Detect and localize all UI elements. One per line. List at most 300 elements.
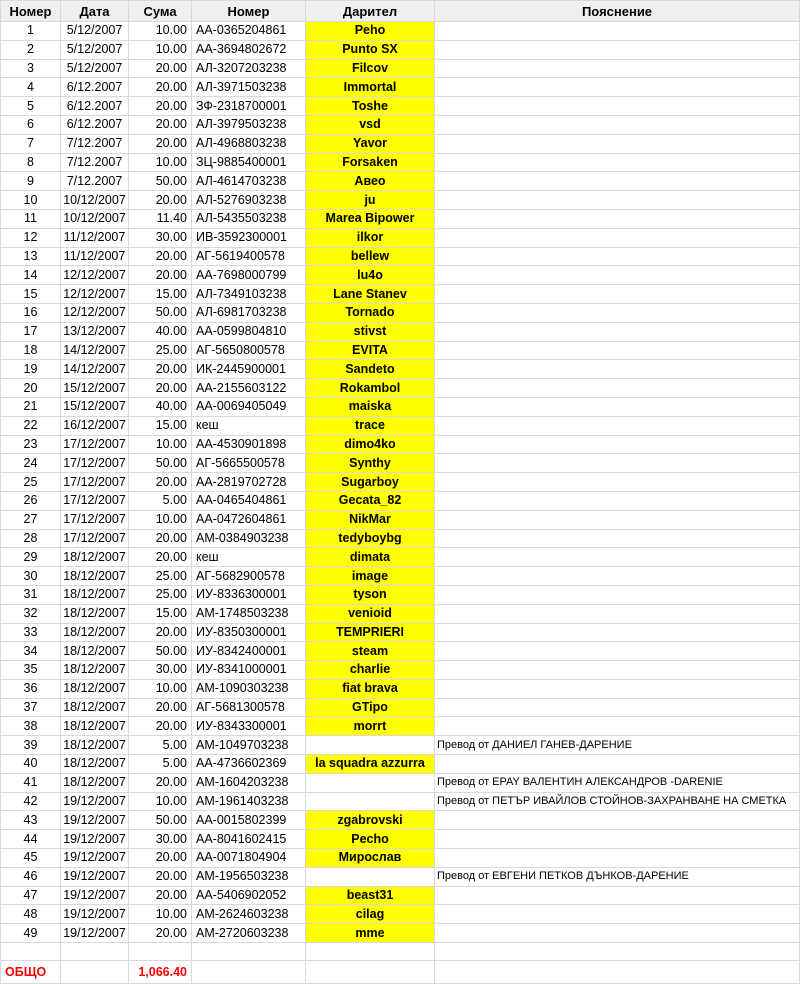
table-row [1, 755, 800, 774]
row-note [435, 78, 800, 97]
table-row [1, 830, 800, 849]
row-sum: 10.00 [129, 792, 192, 811]
row-sum: 20.00 [129, 115, 192, 134]
row-date: 19/12/2007 [61, 905, 129, 924]
row-number: 28 [1, 529, 61, 548]
row-donor: vsd [306, 115, 435, 134]
row-date: 19/12/2007 [61, 830, 129, 849]
row-date: 5/12/2007 [61, 22, 129, 41]
table-row [1, 59, 800, 78]
row-note [435, 849, 800, 868]
row-sum: 20.00 [129, 134, 192, 153]
row-sum: 20.00 [129, 379, 192, 398]
row-sum: 50.00 [129, 454, 192, 473]
total-label: ОБЩО [1, 961, 61, 984]
table-row [1, 360, 800, 379]
row-sum: 20.00 [129, 623, 192, 642]
row-note [435, 266, 800, 285]
table-row [1, 623, 800, 642]
row-note [435, 22, 800, 41]
table-row [1, 736, 800, 755]
table-row [1, 40, 800, 59]
row-sum: 10.00 [129, 510, 192, 529]
table-row [1, 303, 800, 322]
table-row [1, 209, 800, 228]
row-date: 17/12/2007 [61, 510, 129, 529]
row-donor: Pecho [306, 830, 435, 849]
row-number: 19 [1, 360, 61, 379]
table-row [1, 341, 800, 360]
row-donor: venioid [306, 604, 435, 623]
table-row [1, 924, 800, 943]
row-donor: zgabrovski [306, 811, 435, 830]
row-donor: Мирослав [306, 849, 435, 868]
row-donor: Immortal [306, 78, 435, 97]
row-sum: 20.00 [129, 473, 192, 492]
row-sum: 20.00 [129, 698, 192, 717]
row-note [435, 755, 800, 774]
row-date: 18/12/2007 [61, 585, 129, 604]
row-sum: 25.00 [129, 567, 192, 586]
row-number: 22 [1, 416, 61, 435]
row-note [435, 510, 800, 529]
row-number: 40 [1, 755, 61, 774]
row-reference: АА-4736602369 [192, 755, 306, 774]
row-reference: ИУ-8343300001 [192, 717, 306, 736]
row-reference: АМ-1956503238 [192, 867, 306, 886]
row-number: 42 [1, 792, 61, 811]
row-donor: GTipo [306, 698, 435, 717]
row-date: 17/12/2007 [61, 491, 129, 510]
row-note [435, 97, 800, 116]
row-note: Превод от ДАНИЕЛ ГАНЕВ-ДАРЕНИЕ [435, 736, 800, 755]
row-note [435, 397, 800, 416]
row-reference: АМ-1604203238 [192, 773, 306, 792]
row-number: 39 [1, 736, 61, 755]
row-date: 7/12.2007 [61, 172, 129, 191]
row-reference: ЗЦ-9885400001 [192, 153, 306, 172]
row-sum: 20.00 [129, 97, 192, 116]
row-note [435, 529, 800, 548]
row-number: 35 [1, 661, 61, 680]
row-number: 9 [1, 172, 61, 191]
table-row [1, 78, 800, 97]
row-reference: АМ-1961403238 [192, 792, 306, 811]
row-sum: 20.00 [129, 548, 192, 567]
header-donor: Дарител [306, 1, 435, 22]
row-note [435, 661, 800, 680]
row-note [435, 247, 800, 266]
total-row [1, 961, 800, 984]
row-sum: 5.00 [129, 755, 192, 774]
row-note [435, 830, 800, 849]
row-note: Превод от ЕВГЕНИ ПЕТКОВ ДЪНКОВ-ДАРЕНИЕ [435, 867, 800, 886]
row-number: 1 [1, 22, 61, 41]
table-row [1, 397, 800, 416]
row-date: 15/12/2007 [61, 397, 129, 416]
row-note [435, 209, 800, 228]
row-reference: ИУ-8342400001 [192, 642, 306, 661]
row-number: 3 [1, 59, 61, 78]
row-note [435, 642, 800, 661]
row-number: 2 [1, 40, 61, 59]
table-row [1, 510, 800, 529]
row-donor: TEMPRIERI [306, 623, 435, 642]
row-reference: АА-0071804904 [192, 849, 306, 868]
row-reference: АМ-0384903238 [192, 529, 306, 548]
row-reference: АА-0069405049 [192, 397, 306, 416]
row-note [435, 717, 800, 736]
row-date: 18/12/2007 [61, 736, 129, 755]
table-row [1, 491, 800, 510]
row-number: 43 [1, 811, 61, 830]
row-donor: la squadra azzurra [306, 755, 435, 774]
row-number: 34 [1, 642, 61, 661]
table-row [1, 247, 800, 266]
row-date: 15/12/2007 [61, 379, 129, 398]
row-donor: Gecata_82 [306, 491, 435, 510]
row-date: 19/12/2007 [61, 867, 129, 886]
total-value: 1,066.40 [129, 961, 192, 984]
row-date: 6/12.2007 [61, 78, 129, 97]
row-sum: 20.00 [129, 867, 192, 886]
row-reference: АА-2819702728 [192, 473, 306, 492]
row-reference: АЛ-5435503238 [192, 209, 306, 228]
row-sum: 10.00 [129, 905, 192, 924]
row-note [435, 491, 800, 510]
row-date: 18/12/2007 [61, 773, 129, 792]
row-note [435, 360, 800, 379]
row-donor: tyson [306, 585, 435, 604]
row-number: 23 [1, 435, 61, 454]
row-donor: Sugarboy [306, 473, 435, 492]
row-donor: beast31 [306, 886, 435, 905]
row-sum: 20.00 [129, 191, 192, 210]
row-reference: АА-5406902052 [192, 886, 306, 905]
row-reference: АГ-5665500578 [192, 454, 306, 473]
row-sum: 5.00 [129, 491, 192, 510]
row-date: 18/12/2007 [61, 642, 129, 661]
table-row [1, 679, 800, 698]
table-row [1, 698, 800, 717]
row-date: 19/12/2007 [61, 792, 129, 811]
row-note [435, 454, 800, 473]
row-date: 17/12/2007 [61, 454, 129, 473]
row-sum: 50.00 [129, 172, 192, 191]
row-note [435, 40, 800, 59]
row-date: 17/12/2007 [61, 435, 129, 454]
row-donor: maiska [306, 397, 435, 416]
row-note [435, 172, 800, 191]
row-sum: 11.40 [129, 209, 192, 228]
row-date: 14/12/2007 [61, 360, 129, 379]
row-donor: charlie [306, 661, 435, 680]
row-donor: Rokambol [306, 379, 435, 398]
row-date: 18/12/2007 [61, 755, 129, 774]
row-date: 18/12/2007 [61, 548, 129, 567]
row-sum: 25.00 [129, 341, 192, 360]
row-reference: АА-4530901898 [192, 435, 306, 454]
row-sum: 30.00 [129, 830, 192, 849]
row-donor [306, 792, 435, 811]
row-date: 18/12/2007 [61, 679, 129, 698]
row-date: 12/12/2007 [61, 266, 129, 285]
row-date: 5/12/2007 [61, 40, 129, 59]
spacer-row [1, 943, 800, 961]
row-donor: ilkor [306, 228, 435, 247]
row-sum: 20.00 [129, 78, 192, 97]
row-note [435, 905, 800, 924]
row-sum: 50.00 [129, 642, 192, 661]
row-note [435, 59, 800, 78]
row-note [435, 548, 800, 567]
row-donor: Peho [306, 22, 435, 41]
row-date: 12/12/2007 [61, 285, 129, 304]
row-donor: tedyboybg [306, 529, 435, 548]
row-date: 11/12/2007 [61, 247, 129, 266]
row-sum: 20.00 [129, 924, 192, 943]
row-sum: 40.00 [129, 322, 192, 341]
row-donor: image [306, 567, 435, 586]
row-donor: Filcov [306, 59, 435, 78]
header-date: Дата [61, 1, 129, 22]
row-reference: АЛ-3971503238 [192, 78, 306, 97]
table-row [1, 529, 800, 548]
row-date: 19/12/2007 [61, 849, 129, 868]
row-donor [306, 773, 435, 792]
row-number: 37 [1, 698, 61, 717]
row-reference: АЛ-4968803238 [192, 134, 306, 153]
row-number: 8 [1, 153, 61, 172]
row-donor: Toshe [306, 97, 435, 116]
row-number: 27 [1, 510, 61, 529]
row-number: 38 [1, 717, 61, 736]
header-reference: Номер [192, 1, 306, 22]
header-note: Пояснение [435, 1, 800, 22]
row-note: Превод от ПЕТЪР ИВАЙЛОВ СТОЙНОВ-ЗАХРАНВАНЕ НА СМЕТКА [435, 792, 800, 811]
row-date: 5/12/2007 [61, 59, 129, 78]
row-donor: steam [306, 642, 435, 661]
row-reference: АА-2155603122 [192, 379, 306, 398]
row-note [435, 285, 800, 304]
row-reference: АГ-5619400578 [192, 247, 306, 266]
row-date: 10/12/2007 [61, 209, 129, 228]
row-donor [306, 736, 435, 755]
row-number: 15 [1, 285, 61, 304]
row-reference: АА-0015802399 [192, 811, 306, 830]
row-reference: ИУ-8336300001 [192, 585, 306, 604]
row-number: 17 [1, 322, 61, 341]
table-row [1, 22, 800, 41]
row-donor: Yavor [306, 134, 435, 153]
row-donor: ju [306, 191, 435, 210]
row-donor: Sandeto [306, 360, 435, 379]
table-row [1, 322, 800, 341]
row-date: 19/12/2007 [61, 924, 129, 943]
row-reference: АМ-1748503238 [192, 604, 306, 623]
row-date: 7/12.2007 [61, 134, 129, 153]
row-number: 25 [1, 473, 61, 492]
row-sum: 40.00 [129, 397, 192, 416]
table-row [1, 228, 800, 247]
row-number: 16 [1, 303, 61, 322]
row-donor: Synthy [306, 454, 435, 473]
row-reference: АЛ-7349103238 [192, 285, 306, 304]
row-reference: кеш [192, 416, 306, 435]
row-date: 14/12/2007 [61, 341, 129, 360]
row-reference: АА-8041602415 [192, 830, 306, 849]
row-donor: Tornado [306, 303, 435, 322]
row-reference: ИВ-3592300001 [192, 228, 306, 247]
row-sum: 15.00 [129, 604, 192, 623]
table-row [1, 717, 800, 736]
row-reference: кеш [192, 548, 306, 567]
row-number: 45 [1, 849, 61, 868]
row-note [435, 567, 800, 586]
row-reference: АЛ-6981703238 [192, 303, 306, 322]
row-reference: АА-7698000799 [192, 266, 306, 285]
row-donor: dimo4ko [306, 435, 435, 454]
row-number: 11 [1, 209, 61, 228]
row-donor: lu4o [306, 266, 435, 285]
row-reference: АА-0472604861 [192, 510, 306, 529]
row-note [435, 585, 800, 604]
row-note [435, 303, 800, 322]
row-number: 26 [1, 491, 61, 510]
row-reference: ИУ-8350300001 [192, 623, 306, 642]
row-sum: 15.00 [129, 285, 192, 304]
table-row [1, 285, 800, 304]
table-body [1, 22, 800, 943]
row-sum: 10.00 [129, 22, 192, 41]
row-donor: Авео [306, 172, 435, 191]
row-number: 48 [1, 905, 61, 924]
row-note [435, 435, 800, 454]
table-row [1, 134, 800, 153]
row-sum: 25.00 [129, 585, 192, 604]
row-donor: Marea Bipower [306, 209, 435, 228]
table-row [1, 153, 800, 172]
row-reference: АМ-2624603238 [192, 905, 306, 924]
row-date: 16/12/2007 [61, 416, 129, 435]
row-date: 17/12/2007 [61, 473, 129, 492]
row-donor: stivst [306, 322, 435, 341]
table-row [1, 97, 800, 116]
row-reference: АЛ-4614703238 [192, 172, 306, 191]
row-note [435, 811, 800, 830]
table-row [1, 604, 800, 623]
row-number: 13 [1, 247, 61, 266]
table-row [1, 642, 800, 661]
row-date: 11/12/2007 [61, 228, 129, 247]
row-date: 12/12/2007 [61, 303, 129, 322]
row-date: 18/12/2007 [61, 623, 129, 642]
row-donor: bellew [306, 247, 435, 266]
row-sum: 20.00 [129, 529, 192, 548]
table-row [1, 792, 800, 811]
row-reference: АМ-1049703238 [192, 736, 306, 755]
row-note [435, 379, 800, 398]
table-row [1, 548, 800, 567]
row-sum: 20.00 [129, 247, 192, 266]
row-number: 31 [1, 585, 61, 604]
header-sum: Сума [129, 1, 192, 22]
row-reference: ИУ-8341000001 [192, 661, 306, 680]
header-number: Номер [1, 1, 61, 22]
row-note [435, 115, 800, 134]
row-reference: АМ-1090303238 [192, 679, 306, 698]
table-row [1, 191, 800, 210]
row-sum: 20.00 [129, 266, 192, 285]
row-donor: dimata [306, 548, 435, 567]
table-row [1, 585, 800, 604]
table-row [1, 849, 800, 868]
row-note [435, 191, 800, 210]
row-date: 18/12/2007 [61, 661, 129, 680]
row-number: 46 [1, 867, 61, 886]
row-sum: 10.00 [129, 679, 192, 698]
row-reference: ЗФ-2318700001 [192, 97, 306, 116]
header-row [1, 1, 800, 22]
row-sum: 5.00 [129, 736, 192, 755]
table-row [1, 905, 800, 924]
row-note [435, 623, 800, 642]
row-number: 30 [1, 567, 61, 586]
row-reference: АА-0365204861 [192, 22, 306, 41]
table-row [1, 172, 800, 191]
row-date: 6/12.2007 [61, 115, 129, 134]
row-number: 21 [1, 397, 61, 416]
row-note [435, 416, 800, 435]
row-reference: АЛ-5276903238 [192, 191, 306, 210]
row-donor: fiat brava [306, 679, 435, 698]
table-row [1, 661, 800, 680]
row-sum: 30.00 [129, 661, 192, 680]
row-number: 14 [1, 266, 61, 285]
row-sum: 15.00 [129, 416, 192, 435]
row-number: 4 [1, 78, 61, 97]
row-date: 13/12/2007 [61, 322, 129, 341]
row-number: 20 [1, 379, 61, 398]
row-sum: 20.00 [129, 360, 192, 379]
row-number: 6 [1, 115, 61, 134]
row-donor: Forsaken [306, 153, 435, 172]
row-date: 18/12/2007 [61, 567, 129, 586]
row-date: 10/12/2007 [61, 191, 129, 210]
row-number: 33 [1, 623, 61, 642]
row-date: 6/12.2007 [61, 97, 129, 116]
row-donor [306, 867, 435, 886]
row-date: 18/12/2007 [61, 698, 129, 717]
row-note [435, 604, 800, 623]
row-note [435, 698, 800, 717]
table-row [1, 379, 800, 398]
row-sum: 10.00 [129, 153, 192, 172]
row-date: 17/12/2007 [61, 529, 129, 548]
row-number: 29 [1, 548, 61, 567]
row-number: 18 [1, 341, 61, 360]
row-sum: 10.00 [129, 40, 192, 59]
row-date: 19/12/2007 [61, 811, 129, 830]
row-sum: 50.00 [129, 303, 192, 322]
row-sum: 20.00 [129, 717, 192, 736]
table-row [1, 266, 800, 285]
row-donor: Punto SX [306, 40, 435, 59]
row-number: 10 [1, 191, 61, 210]
row-reference: АЛ-3207203238 [192, 59, 306, 78]
row-note [435, 473, 800, 492]
row-note [435, 322, 800, 341]
